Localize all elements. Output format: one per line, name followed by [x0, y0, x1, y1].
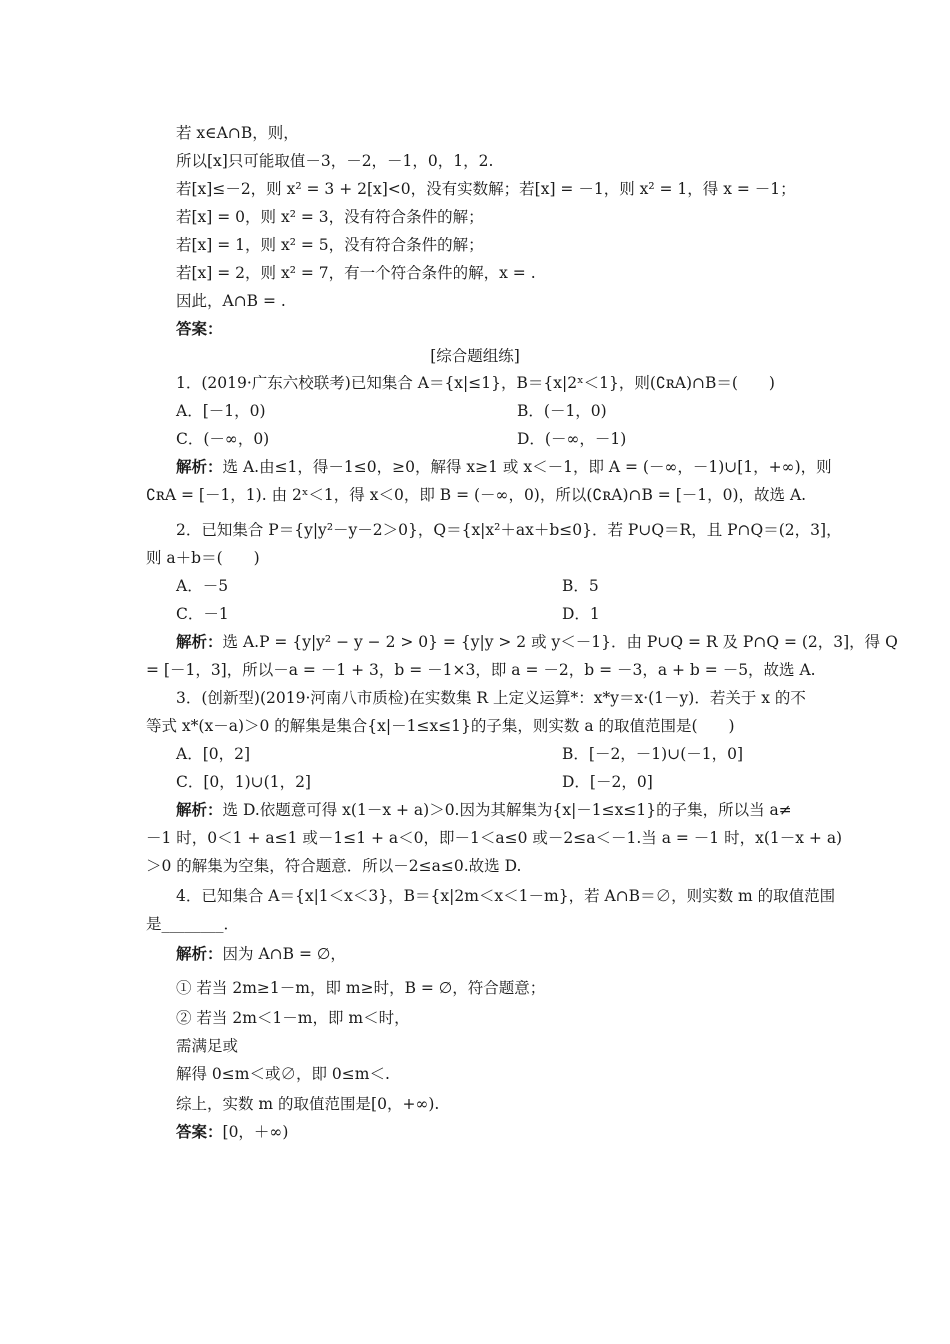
q4-answer-line — [176, 1122, 806, 1142]
answer-value: [0，＋∞) — [222, 1123, 289, 1141]
question-4-stem-2: 是________． — [146, 915, 240, 933]
text-line: 若 x∈A∩B，则， — [176, 124, 299, 142]
q1-option-d: D．(－∞，－1) — [517, 430, 627, 448]
solution-text: 选 A.由≤1，得－1≤0，≥0，解得 x≥1 或 x＜－1，即 A = (－∞，－1)∪[1，+∞)，则 — [222, 458, 832, 476]
q2-option-b: B．5 — [562, 577, 599, 595]
solution-text: 选 D.依题意可得 x(1－x + a)＞0.因为其解集为{x|－1≤x≤1}的子集，所以当 a≠ — [222, 801, 792, 819]
q4-solution-line — [176, 944, 806, 964]
text-line: 若[x] = 0，则 x² = 3，没有符合条件的解； — [176, 208, 484, 226]
question-3-stem-2: 等式 x*(x－a)＞0 的解集是集合{x|－1≤x≤1}的子集，则实数 a 的取值范围是( ) — [146, 717, 735, 735]
q1-solution-line — [176, 457, 832, 477]
solution-label: 解析： — [176, 457, 223, 476]
q2-solution-line — [176, 632, 898, 652]
q1-option-c: C．(－∞，0) — [176, 430, 270, 448]
q2-option-a: A．－5 — [176, 577, 229, 595]
solution-label: 解析： — [176, 800, 223, 819]
question-2-stem: 2．已知集合 P＝{y|y²－y－2＞0}，Q＝{x|x²＋ax＋b≤0}．若 P∪Q＝R，且 P∩Q＝(2，3]， — [176, 521, 842, 539]
text-line: 若[x] = 2，则 x² = 7，有一个符合条件的解，x = . — [176, 264, 536, 282]
q3-solution-line — [176, 800, 806, 820]
text-line: 若[x]≤－2，则 x² = 3 + 2[x]<0，没有实数解；若[x] = －1，则 x² = 1，得 x = －1； — [176, 180, 796, 198]
text-line: 所以[x]只可能取值－3，－2，－1，0，1，2. — [176, 152, 494, 170]
solution-label: 解析： — [176, 944, 223, 963]
question-1-stem: 1．(2019·广东六校联考)已知集合 A＝{x|≤1}，B＝{x|2ˣ＜1}，则(∁ʀA)∩B＝( ) — [176, 374, 775, 392]
q2-option-d: D．1 — [562, 605, 600, 623]
q4-solution-line-4: 需满足或 — [176, 1037, 239, 1055]
q3-solution-line-3: ＞0 的解集为空集，符合题意．所以－2≤a≤0.故选 D. — [146, 857, 522, 875]
q4-solution-line-6: 综上，实数 m 的取值范围是[0，+∞). — [176, 1095, 440, 1113]
q2-option-c: C．－1 — [176, 605, 229, 623]
q4-solution-line-3: ② 若当 2m＜1－m，即 m＜时， — [176, 1009, 410, 1027]
q3-solution-line-2: －1 时，0＜1 + a≤1 或－1≤1 + a＜0，即－1＜a≤0 或－2≤a＜－1.当 a = －1 时，x(1－x + a) — [146, 829, 843, 847]
q1-solution-line-2: ∁ʀA = [－1，1). 由 2ˣ＜1，得 x＜0，即 B = (－∞，0)，所以(∁ʀA)∩B = [－1，0)，故选 A. — [146, 486, 807, 504]
q2-solution-line-2: = [－1，3]，所以－a = －1 + 3，b = －1×3，即 a = －2，b = －3，a + b = －5，故选 A. — [146, 661, 816, 679]
solution-text: 因为 A∩B = ∅， — [222, 945, 346, 963]
answer-label: 答案： — [176, 319, 223, 338]
q4-solution-line-2: ① 若当 2m≥1－m，即 m≥时，B = ∅，符合题意； — [176, 979, 546, 997]
q3-option-b: B．[－2，－1)∪(－1，0] — [562, 745, 744, 763]
answer-label: 答案： — [176, 1122, 223, 1141]
section-title: [综合题组练] — [430, 347, 520, 365]
q1-option-b: B．(－1，0) — [517, 402, 607, 420]
solution-text: 选 A.P = {y|y² − y − 2 > 0} = {y|y > 2 或 y＜－1}．由 P∪Q = R 及 P∩Q = (2，3]，得 Q — [222, 633, 898, 651]
q3-option-d: D．[－2，0] — [562, 773, 653, 791]
text-line: 因此，A∩B = . — [176, 292, 286, 310]
question-2-stem-2: 则 a＋b＝( ) — [146, 549, 260, 567]
q4-solution-line-5: 解得 0≤m＜或∅，即 0≤m＜. — [176, 1065, 390, 1083]
question-4-stem: 4．已知集合 A＝{x|1＜x＜3}，B＝{x|2m＜x＜1－m}，若 A∩B＝∅，则实数 m 的取值范围 — [176, 887, 836, 905]
q1-option-a: A．[－1，0) — [176, 402, 266, 420]
text-line: 若[x] = 1，则 x² = 5，没有符合条件的解； — [176, 236, 484, 254]
q3-option-c: C．[0，1)∪(1，2] — [176, 773, 311, 791]
solution-label: 解析： — [176, 632, 223, 651]
q3-option-a: A．[0，2] — [176, 745, 251, 763]
question-3-stem: 3．(创新型)(2019·河南八市质检)在实数集 R 上定义运算*：x*y＝x·(1－y)．若关于 x 的不 — [176, 689, 806, 707]
